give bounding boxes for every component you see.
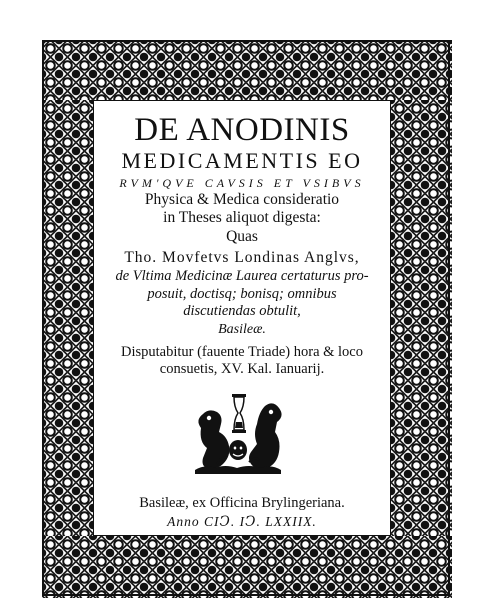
imprint-date: Anno CIↃ. IↃ. LXXIIX.	[167, 514, 317, 529]
subtitle-line-2: RVM'QVE CAVSIS ET VSIBVS	[119, 176, 365, 190]
place-name: Basileæ.	[218, 322, 266, 337]
disputation-line-2: consuetis, XV. Kal. Ianuarij.	[159, 361, 325, 377]
imprint-line-1: Basileæ, ex Officina Brylingeriana.	[139, 495, 345, 511]
italic-line-2: posuit, doctisq; bonisq; omnibus	[147, 286, 337, 302]
subtitle-line-1: MEDICAMENTIS EO	[121, 148, 363, 173]
book-title: DE ANODINIS	[134, 112, 350, 148]
subtitle-line-4: in Theses aliquot digesta:	[163, 209, 321, 226]
ornamental-border-bottom	[42, 536, 452, 598]
author-name: Tho. Movfetvs Londinas Anglvs,	[124, 249, 360, 266]
italic-line-3: discutiendas obtulit,	[183, 303, 301, 319]
ornamental-border-left	[42, 100, 93, 536]
subtitle-line-3: Physica & Medica consideratio	[144, 191, 340, 208]
italic-line-1: de Vltima Medicinæ Laurea certaturus pro-	[115, 268, 369, 284]
ornamental-border-top	[42, 40, 452, 100]
ornamental-border-right	[391, 100, 452, 536]
printers-mark-lions-hourglass-icon	[187, 388, 289, 478]
subtitle-line-5: Quas	[226, 228, 258, 245]
disputation-line-1: Disputabitur (fauente Triade) hora & loco	[120, 344, 363, 360]
